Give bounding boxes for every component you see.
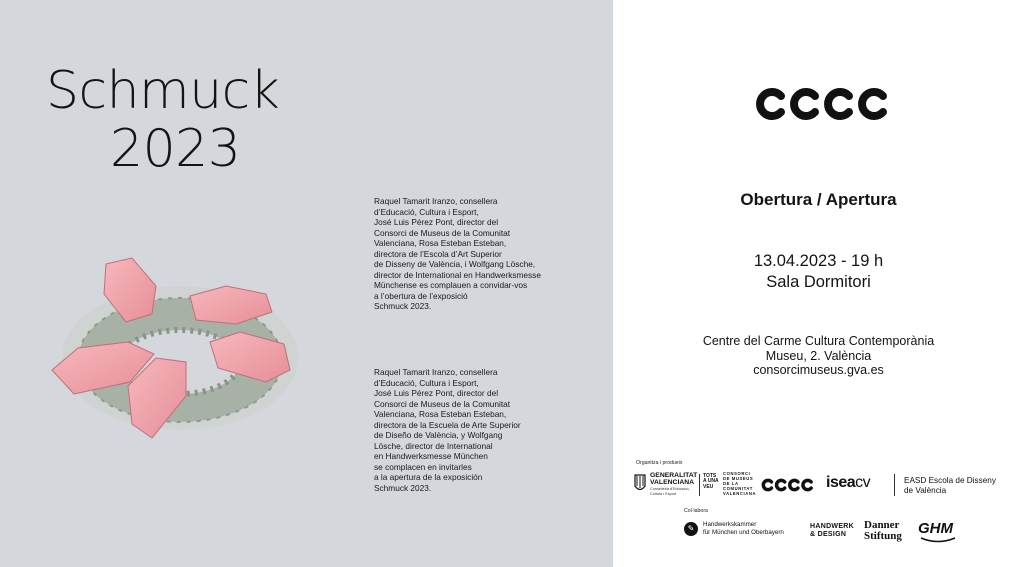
easd-line-2: de València [904,485,947,495]
collaborates-label: Col·labora [684,508,708,514]
invite-line: José Luis Pérez Pont, director del [374,217,499,227]
invite-line: Valenciana, Rosa Esteban Esteban, [374,238,507,248]
danner-stiftung-logo [864,520,902,541]
easd-line-1: EASD Escola de Disseny [904,476,996,485]
invite-line: Consorci de Museus de la Comunitat [374,398,511,409]
invite-line: directora de l’Escola d’Art Superior [374,248,502,259]
event-datetime [613,251,1024,293]
event-date: 13.04.2023 - 19 h [753,252,884,270]
invite-line: Raquel Tamarit Iranzo, consellera [374,367,498,377]
invite-line: a la apertura de la exposición [374,472,483,482]
venue-name: Centre del Carme Cultura Contemporània [702,334,935,348]
cccc-logo [753,86,889,122]
consorci-line: DE MUSEUS [723,475,754,481]
event-room: Sala Dormitori [766,273,871,291]
organized-label: Organitza i produeix [636,460,683,466]
invite-line: a l’obertura de l’exposició [374,290,468,301]
easd-logo [904,476,996,495]
consorci-line: CONSORCI [723,471,751,476]
handwerkskammer-logo [684,521,784,537]
consorci-line: COMUNITAT [723,485,753,491]
opening-heading: Obertura / Apertura [740,190,897,209]
invitation-text-spanish [374,367,574,493]
invite-line: Schmuck 2023. [374,301,432,311]
invite-line: en Handwerksmesse München [374,451,488,461]
title-line-1: Schmuck [46,61,280,121]
gv-line-1: GENERALITAT [650,472,698,479]
invite-line: Raquel Tamarit Iranzo, consellera [374,196,498,206]
ghm-logo: GHM [918,520,953,537]
divider [894,474,895,496]
consorci-line: DE LA [723,480,739,486]
gv-line-2: VALENCIANA [650,479,695,486]
isea-part: isea [826,474,856,491]
tots-line: VEU [703,483,714,490]
generalitat-logo [634,472,697,497]
event-venue [613,334,1024,378]
consorci-line: VALENCIANA [723,490,757,496]
hd-line-1: HANDWERK [810,523,855,530]
cccc-small-logo [758,478,816,492]
invite-line: Münchense es complauen a convidar-vos [374,280,528,290]
exhibition-title [46,62,346,178]
invite-line: d’Educació, Cultura i Esport, [374,206,479,217]
consorci-museus-logo [723,472,756,497]
invite-line: de Diseño de València, y Wolfgang [374,430,503,440]
gv-sub-2: Cultura i Esport [650,492,677,497]
title-line-2: 2023 [110,119,241,179]
tots-line: TOTS [703,473,717,479]
invite-line: Schmuck 2023. [374,482,432,493]
hwk-line-1: Handwerkskammer [703,521,757,528]
invite-line: Valenciana, Rosa Esteban Esteban, [374,409,507,419]
tots-a-una-veu-logo [703,474,719,490]
invite-line: se complacen en invitarles [374,461,472,472]
hd-line-2: & DESIGN [810,531,847,538]
invite-line: director de International en Handwerksmesse [374,269,541,280]
invite-line: José Luis Pérez Pont, director del [374,388,499,398]
iseacv-logo [826,474,870,492]
venue-website[interactable]: consorcimuseus.gva.es [753,363,884,377]
danner-line-2: Stiftung [864,529,902,542]
hwk-line-2: für München und Oberbayern [703,528,784,536]
invite-line: de Disseny de València, i Wolfgang Lösche, [374,259,536,269]
cv-part: cv [855,474,871,491]
invite-line: Consorci de Museus de la Comunitat [374,227,511,238]
ghm-arc-icon [920,537,956,543]
invite-line: Lösche, director de International [374,440,493,451]
tots-line: A UNA [703,478,719,485]
jewelry-photo [40,250,310,460]
invite-line: directora de la Escuela de Arte Superior [374,419,521,430]
gv-sub-1: Conselleria d’Educació, [650,487,690,491]
venue-address: Museu, 2. València [765,348,872,363]
invitation-text-valencian [374,196,574,312]
divider [699,474,700,496]
gv-shield-icon [634,474,646,494]
hammer-icon: ✎ [684,522,698,536]
invite-line: d’Educació, Cultura i Esport, [374,377,479,388]
danner-line-1: Danner [864,519,900,531]
handwerk-design-logo [810,523,854,539]
